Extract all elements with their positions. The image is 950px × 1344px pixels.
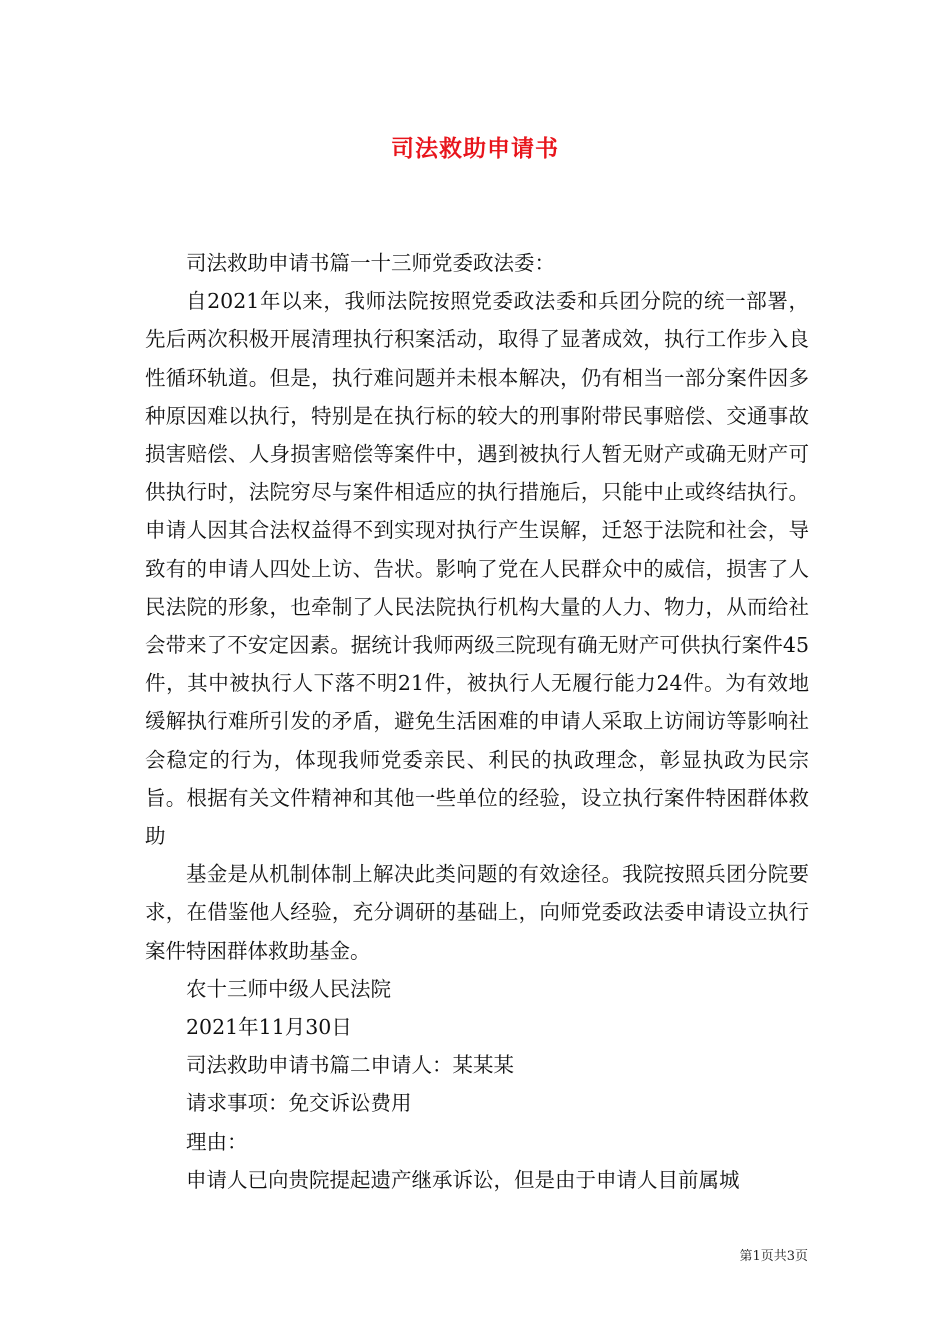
paragraph-applicant: 司法救助申请书篇二申请人：某某某 — [186, 1053, 514, 1078]
paragraph-main-body: 自2021年以来，我师法院按照党委政法委和兵团分院的统一部署，先后两次积极开展清理执行积案活动，取得了显著成效，执行工作步入良性循环轨道。但是，执行难问题并未根本解决，仍有相当一部分案件因多种原因难以执行，特别是在执行标的较大的刑事附带民事赔偿、交通事故损害赔偿、人身损害赔偿等案件中，遇到被执行人暂无财产或确无财产可供执行时，法院穷尽与案件相适应的执行措施后，只能中止或终结执行。申请人因其合法权益得不到实现对执行产生误解，迁怒于法院和社会，导致有的申请人四处上访、告状。影响了党在人民群众中的威信，损害了人民法院的形象，也牵制了人民法院执行机构大量的人力、物力，从而给社会带来了不安定因素。据统计我师两级三院现有确无财产可供执行案件45件，其中被执行人下落不明21件，被执行人无履行能力24件。为有效地缓解执行难所引发的矛盾，避免生活困难的申请人采取上访闹访等影响社会稳定的行为，体现我师党委亲民、利民的执政理念，彰显执政为民宗旨。根据有关文件精神和其他一些单位的经验，设立执行案件特困群体救助 — [145, 289, 809, 849]
paragraph-request-item: 请求事项：免交诉讼费用 — [186, 1091, 412, 1116]
page-number-label: 第1页共3页 — [739, 1249, 808, 1264]
paragraph-signature-court: 农十三师中级人民法院 — [186, 976, 391, 1001]
page-number-footer — [739, 1248, 808, 1266]
paragraph-addressee: 司法救助申请书篇一十三师党委政法委： — [186, 251, 555, 275]
paragraph-reason-text: 申请人已向贵院提起遗产继承诉讼，但是由于申请人目前属城 — [186, 1167, 740, 1192]
paragraph-fund-proposal: 基金是从机制体制上解决此类问题的有效途径。我院按照兵团分院要求，在借鉴他人经验，充分调研的基础上，向师党委政法委申请设立执行案件特困群体救助基金。 — [145, 862, 809, 963]
document-title: 司法救助申请书 — [391, 135, 559, 162]
document-body — [145, 244, 809, 1199]
paragraph-signature-date: 2021年11月30日 — [186, 1015, 352, 1040]
paragraph-reason-label: 理由： — [186, 1129, 248, 1154]
